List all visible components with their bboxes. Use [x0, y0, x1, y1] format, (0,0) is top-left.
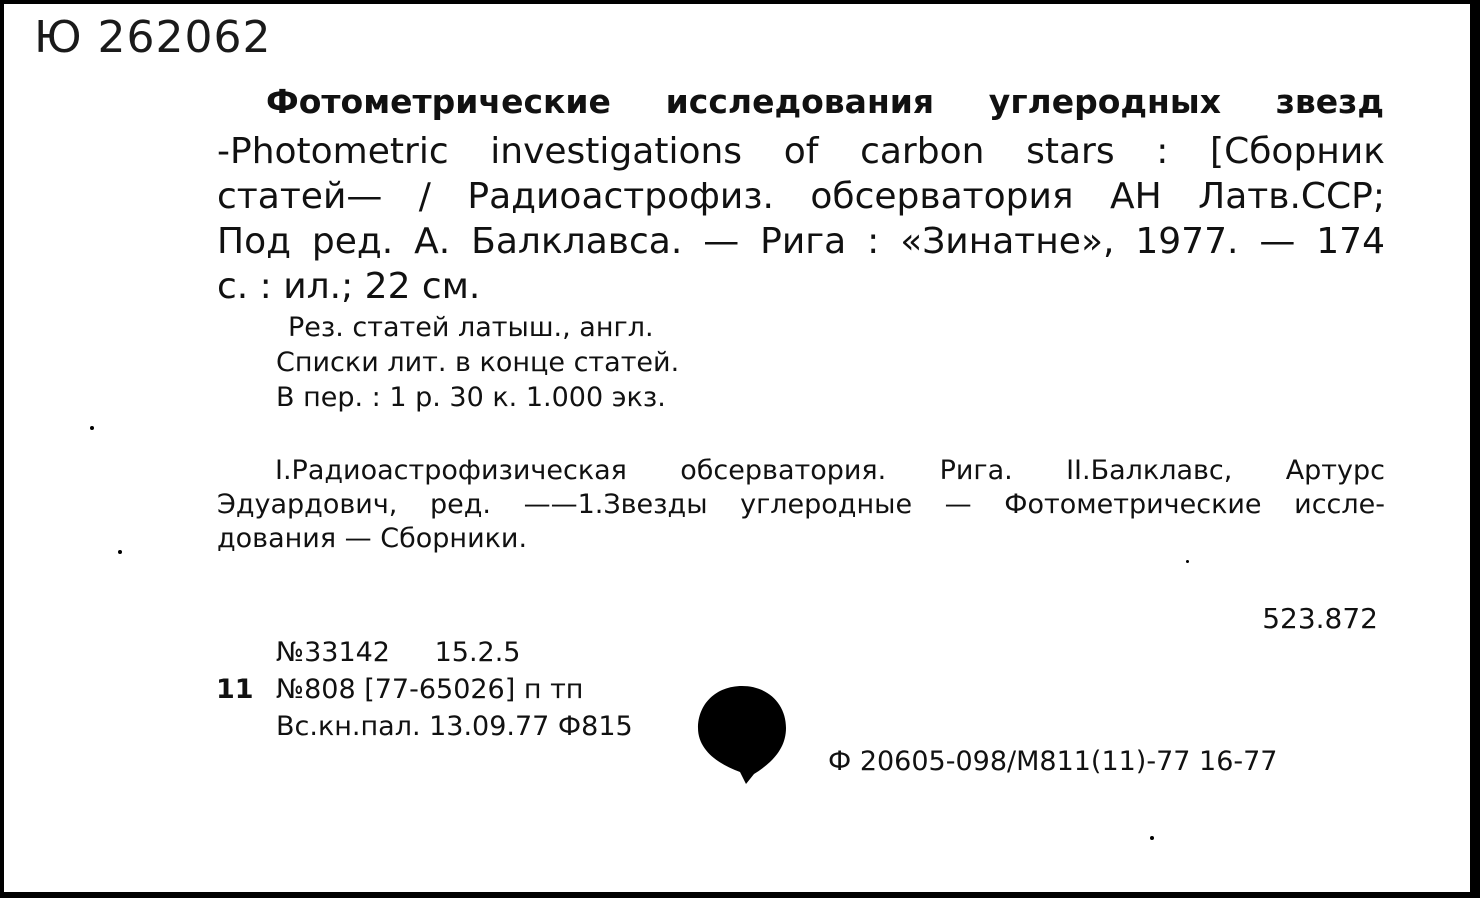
tracing-line: I.Радиоастрофизическая обсерватория. Рига. II.Балклавс, Артурс [275, 455, 1385, 486]
catalog-card [4, 4, 1476, 892]
udc-classification: 523.872 [1262, 602, 1378, 635]
code-row [216, 671, 633, 708]
registry-codes [216, 634, 633, 745]
description-line: -Photometric investigations of carbon stars : [Сборник [217, 131, 1385, 172]
ink-speck [1186, 560, 1189, 563]
tracing-line: дования — Сборники. [217, 523, 528, 554]
bibliographic-description [217, 129, 1385, 309]
code-row [216, 708, 633, 745]
description-line: статей— / Радиоастрофиз. обсерватория АН Латв.ССР; [217, 176, 1385, 217]
registry-date-code: 15.2.5 [434, 637, 521, 668]
notes-block [276, 310, 679, 415]
description-line: с. : ил.; 22 см. [217, 266, 481, 307]
book-title: Фотометрические исследования углеродных звезд [266, 82, 1384, 121]
imprint-code: Ф 20605-098/М811(11)-77 16-77 [828, 746, 1278, 777]
chamber-code: Вс.кн.пал. 13.09.77 Ф815 [276, 711, 633, 742]
order-number: №808 [77-65026] п тп [276, 674, 584, 705]
description-line: Под ред. А. Балклавса. — Рига : «Зинатне», 1977. — 174 [217, 221, 1385, 262]
punch-hole-icon [696, 684, 788, 784]
note-line: Списки лит. в конце статей. [276, 347, 680, 378]
registry-number: №33142 [276, 637, 390, 668]
ink-speck [118, 550, 122, 554]
handwritten-call-number: Ю 262062 [34, 12, 272, 63]
tracings-block [217, 454, 1385, 556]
ink-speck [1150, 836, 1154, 840]
note-line: В пер. : 1 р. 30 к. 1.000 экз. [276, 382, 666, 413]
note-line: Рез. статей латыш., англ. [288, 312, 654, 343]
tracing-line: Эдуардович, ред. ——1.Звезды углеродные — Фотометрические иссле- [217, 489, 1385, 520]
code-row [216, 634, 633, 671]
ink-speck [90, 426, 94, 430]
code-prefix: 11 [216, 674, 254, 705]
